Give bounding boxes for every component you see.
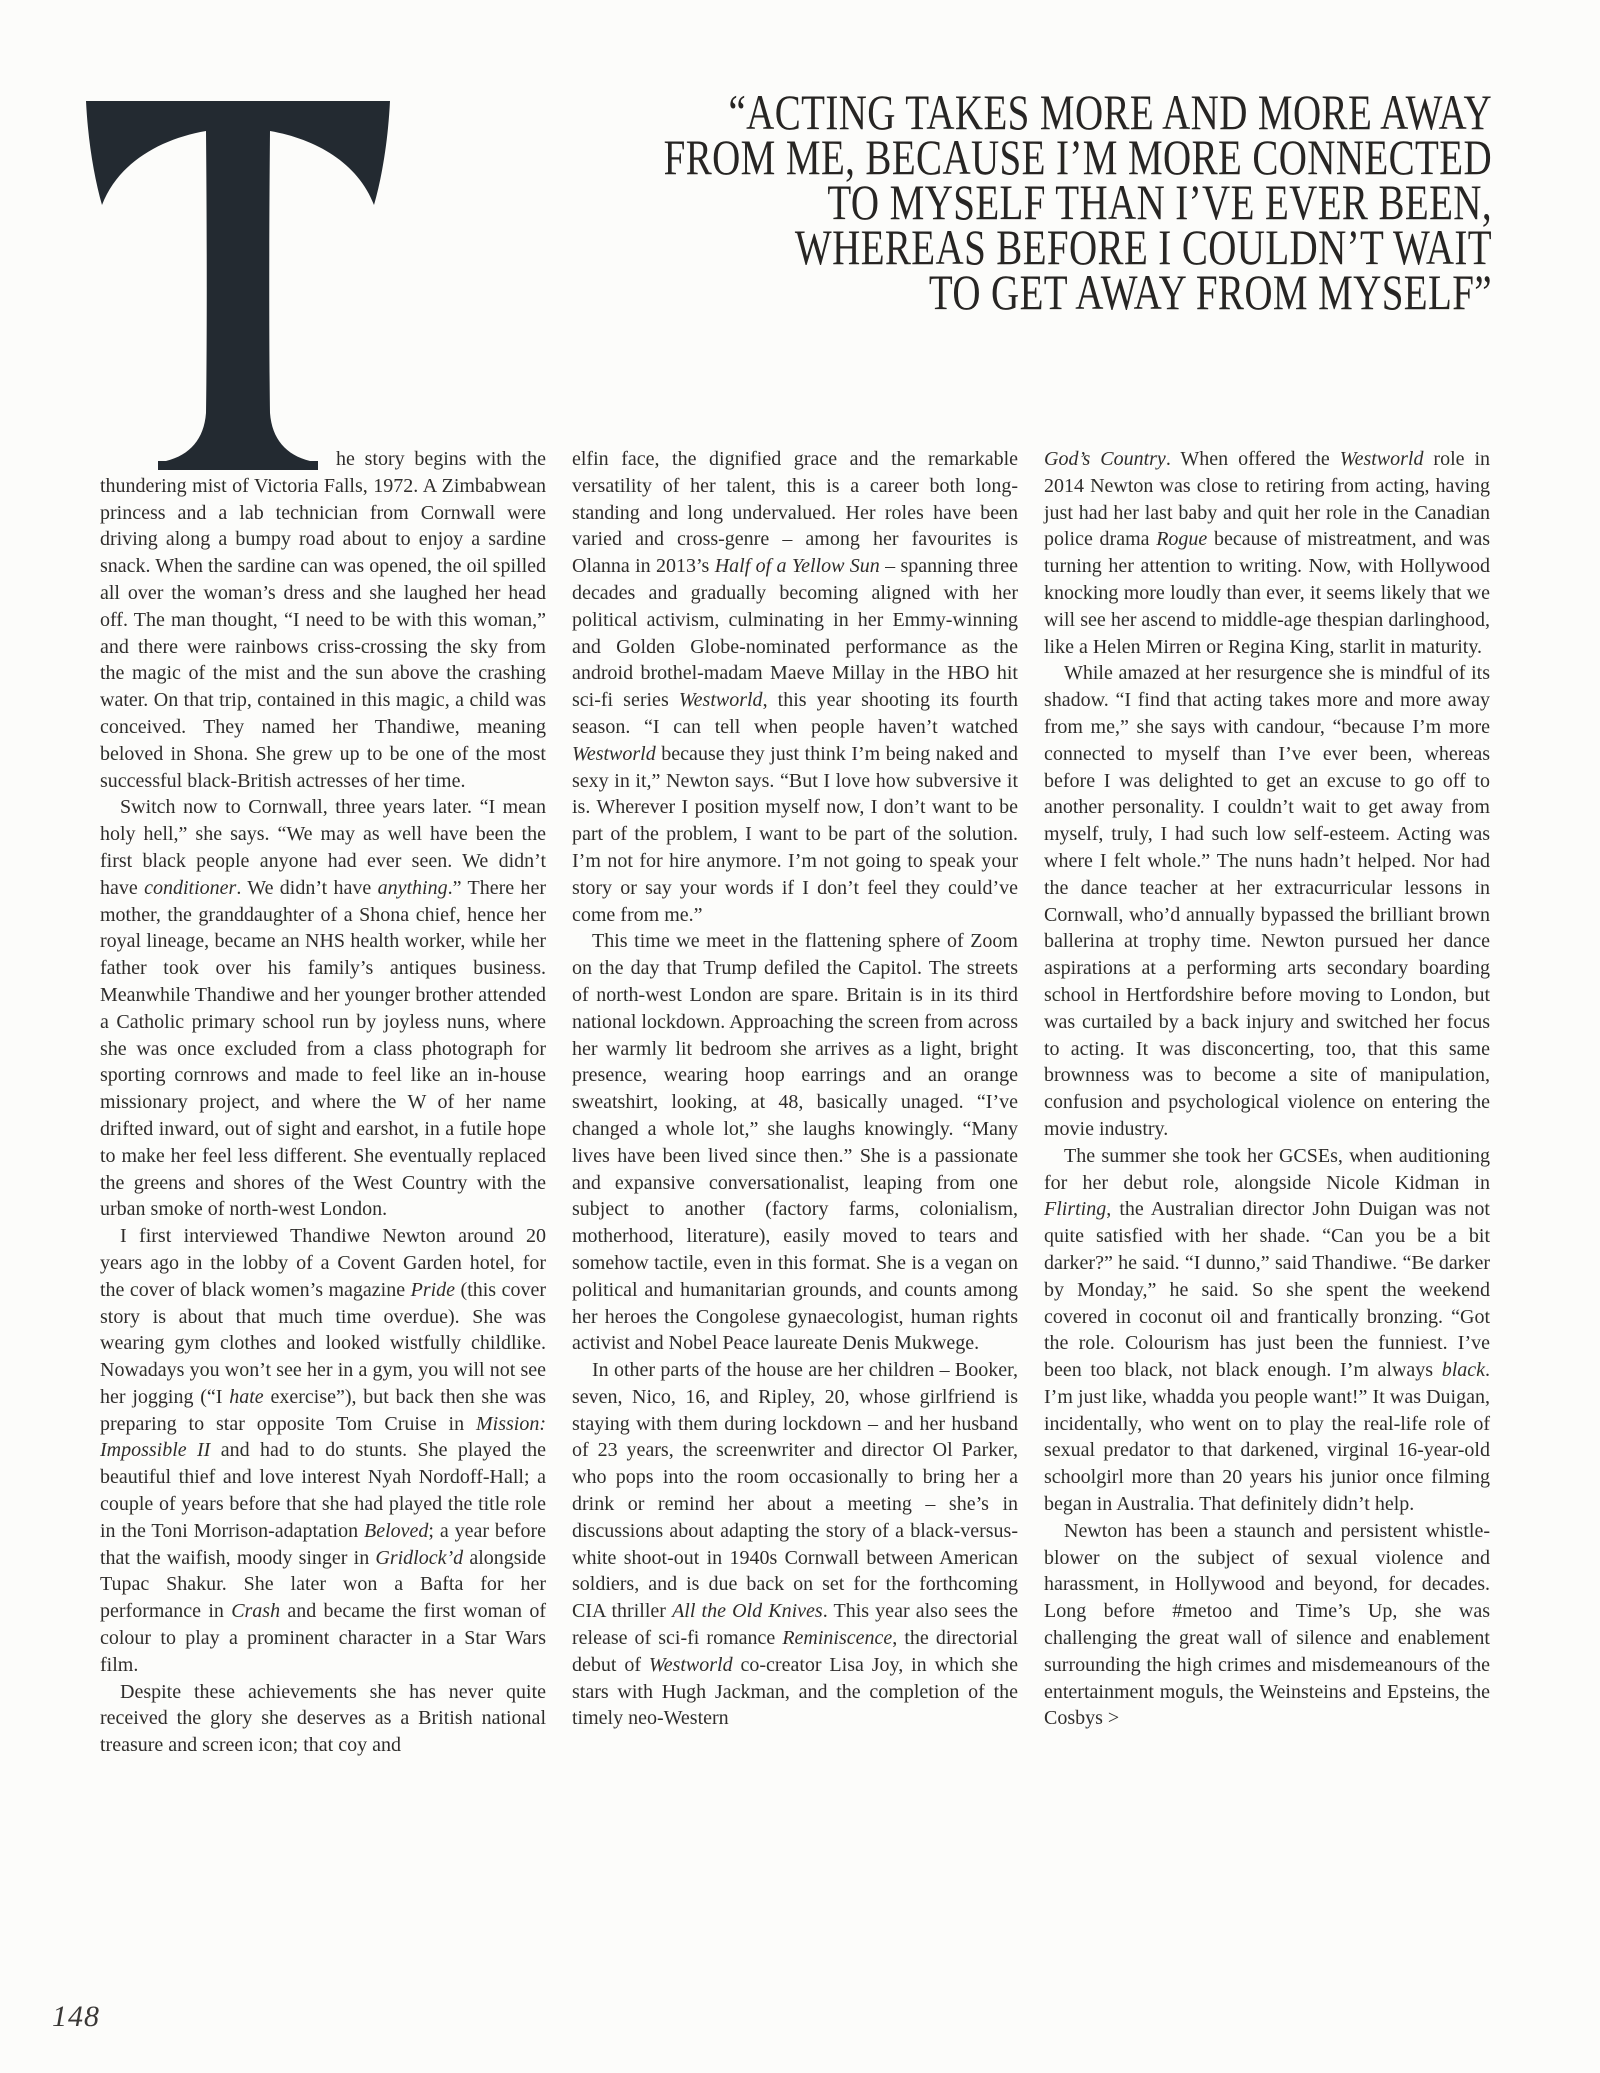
body-paragraph <box>100 794 546 1223</box>
italic-text-run: hate <box>229 1385 264 1408</box>
text-run: , the Australian director John Duigan was not quite satisfied with her shade. “Can you be a bit darker?” he said. “I dunno,” said Thandiwe. “Be darker by Monday,” he said. So she spent the weekend covered in coconut oil and frantically bronzing. “Got the role. Colourism has just been the funniest. I’ve been too black, not black enough. I’m always <box>1044 1198 1490 1382</box>
italic-text-run: Half of a Yellow Sun <box>714 555 880 578</box>
text-run: . When offered the <box>1165 448 1340 470</box>
text-run: , the directorial debut of <box>572 1627 1018 1676</box>
italic-text-run: anything <box>377 876 448 899</box>
page-number: 148 <box>52 2000 100 2033</box>
text-run: – spanning three decades and gradually becoming aligned with her political activism, culminating in her Emmy-winning and Golden Globe-nominated performance as the android brothel-madam Maeve Millay in the HBO hit sci-fi series <box>572 555 1019 712</box>
text-run: . We didn’t have <box>236 876 378 899</box>
italic-text-run: Beloved <box>363 1519 429 1542</box>
body-paragraph <box>1044 660 1490 1142</box>
italic-text-run: Rogue <box>1156 528 1208 551</box>
text-run: The summer she took her GCSEs, when auditioning for her debut role, alongside Nicole Kidman in <box>1044 1144 1490 1194</box>
text-run: . I’m just like, whadda you people want!” It was Duigan, incidentally, who went on to play the real-life role of sexual predator to that darkened, virginal 16-year-old schoolgirl more than 20 years his junior once filming began in Australia. That definitely didn’t help. <box>1044 1359 1490 1516</box>
text-run: . This year also sees the release of sci-fi romance <box>572 1600 1019 1650</box>
text-run: co-creator Lisa Joy, in which she stars with Hugh Jackman, and the completion of the timely neo-Western <box>572 1653 1018 1730</box>
letter-T-glyph <box>78 97 398 477</box>
italic-text-run: Westworld <box>648 1653 733 1676</box>
text-run: .” There her mother, the granddaughter of a Shona chief, hence her royal lineage, became an NHS health worker, while her father took over his family’s antiques business. Meanwhile Thandiwe and her younger brother attended a Catholic primary school run by joyless nuns, where she was once excluded from a class photograph for sporting cornrows and made to feel like an in-house missionary project, and where the W of her name drifted inward, out of sight and earshot, in a futile hope to make her feel less different. She eventually replaced the greens and shores of the West Country with the urban smoke of north-west London. <box>100 876 546 1221</box>
italic-text-run: Westworld <box>572 742 656 765</box>
article-column-2 <box>572 446 1018 1759</box>
text-run: , this year shooting its fourth season. “I can tell when people haven’t watched <box>572 689 1019 738</box>
text-run: I first interviewed Thandiwe Newton around 20 years ago in the lobby of a Covent Garden hotel, for the cover of black women’s magazine <box>100 1225 546 1301</box>
text-run: (this cover story is about that much time overdue). She was wearing gym clothes and looked wistfully childlike. Nowadays you won’t see her in a gym, you will not see her jogging (“I <box>100 1278 546 1408</box>
italic-text-run: conditioner <box>144 876 237 899</box>
body-paragraph <box>1044 1518 1490 1732</box>
text-run: elfin face, the dignified grace and the remarkable versatility of her talent, this is a career both long-standing and long undervalued. Her roles have been varied and cross-genre – among her favourites is Olanna in 2013’s <box>572 448 1018 578</box>
italic-text-run: Westworld <box>678 689 763 712</box>
italic-text-run: Flirting <box>1044 1198 1107 1221</box>
text-run: Despite these achievements she has never quite received the glory she deserves as a British national treasure and screen icon; that coy and <box>100 1680 546 1757</box>
body-paragraph <box>100 1679 546 1759</box>
text-run: because they just think I’m being naked and sexy in it,” Newton says. “But I love how subversive it is. Wherever I position myself now, I don’t want to be part of the problem, I want to be part of the solution. I’m not for hire anymore. I’m not going to speak your story or say your words if I don’t feel they could’ve come from me.” <box>572 742 1018 926</box>
body-paragraph <box>100 1223 546 1679</box>
italic-text-run: black <box>1441 1359 1485 1382</box>
text-run: Newton has been a staunch and persistent whistle-blower on the subject of sexual violence and harassment, in Hollywood and beyond, for decades. Long before #metoo and Time’s Up, she was challenging the great wall of silence and enablement surrounding the high crimes and misdemeanours of the entertainment moguls, the Weinsteins and Epsteins, the Cosbys > <box>1044 1519 1490 1730</box>
text-run: and had to do stunts. She played the beautiful thief and love interest Nyah Nordoff-Hall; a couple of years before that she had played the title role in the Toni Morrison-adaptation <box>100 1439 547 1542</box>
text-run: exercise”), but back then she was preparing to star opposite Tom Cruise in <box>100 1385 546 1435</box>
article-body <box>100 446 1490 1759</box>
pull-quote-line: WHEREAS BEFORE I COULDN’T WAIT <box>794 219 1492 275</box>
text-run: In other parts of the house are her children – Booker, seven, Nico, 16, and Ripley, 20, whose girlfriend is staying with them during lockdown – and her husband of 23 years, the screenwriter and director Ol Parker, who pops into the room occasionally to bring her a drink or remind her about a meeting – she’s in discussions about adapting the story of a black-versus-white shoot-out in 1940s Cornwall between American soldiers, and is due back on set for the forthcoming CIA thriller <box>572 1359 1018 1623</box>
italic-text-run: Mission: Impossible II <box>100 1412 546 1462</box>
italic-text-run: Pride <box>410 1278 456 1301</box>
italic-text-run: Crash <box>231 1600 281 1623</box>
body-paragraph <box>1044 1143 1490 1518</box>
pull-quote-line: TO GET AWAY FROM MYSELF” <box>928 264 1492 320</box>
article-column-3 <box>1044 446 1490 1759</box>
italic-text-run: Gridlock’d <box>375 1546 464 1569</box>
text-run: and became the first woman of colour to play a prominent character in a Star Wars film. <box>100 1600 546 1676</box>
text-run: role in 2014 Newton was close to retiring from acting, having just had her last baby and quit her role in the Canadian police drama <box>1044 448 1491 551</box>
italic-text-run: God’s Country <box>1044 448 1166 470</box>
pull-quote-line: “ACTING TAKES MORE AND MORE AWAY <box>728 84 1492 140</box>
text-run: alongside Tupac Shakur. She later won a Bafta for her performance in <box>100 1546 546 1623</box>
text-run: Switch now to Cornwall, three years later. “I mean holy hell,” she says. “We may as well have been the first black people anyone had ever seen. We didn’t have <box>100 796 546 899</box>
body-paragraph <box>572 446 1018 928</box>
body-paragraph <box>100 446 546 794</box>
text-run: While amazed at her resurgence she is mindful of its shadow. “I find that acting takes more and more away from me,” she says with candour, “because I’m more connected to myself than I’ve ever been, whereas before I was delighted to get an excuse to go off to another personality. I couldn’t wait to get away from myself, truly, I had such low self-esteem. Acting was where I felt whole.” The nuns hadn’t helped. Nor had the dance teacher at her extracurricular lessons in Cornwall, who’d annually bypassed the brilliant brown ballerina at trophy time. Newton pursued her dance aspirations at a performing arts secondary boarding school in Hertfordshire before moving to London, but was curtailed by a back injury and switched her focus to acting. It was disconcerting, too, that this same brownness was to become a site of manipulation, confusion and psychological violence on entering the movie industry. <box>1044 662 1490 1140</box>
italic-text-run: All the Old Knives <box>672 1600 823 1623</box>
italic-text-run: Westworld <box>1339 448 1424 470</box>
text-run: This time we meet in the flattening sphere of Zoom on the day that Trump defiled the Capitol. The streets of north-west London are spare. Britain is in its third national lockdown. Approaching the screen from across her warmly lit bedroom she arrives as a light, bright presence, wearing hoop earrings and an orange sweatshirt, looking, at 48, basically unaged. “I’ve changed a whole lot,” she laughs knowingly. “Many lives have been lived since then.” She is a passionate and expansive conversationalist, leaping from one subject to another (factory farms, colonialism, motherhood, literature), easily moved to tears and somehow tactile, even in this format. She is a vegan on political and humanitarian grounds, and counts among her heroes the Congolese gynaecologist, human rights activist and Nobel Peace laureate Denis Mukwege. <box>572 930 1018 1355</box>
body-paragraph <box>572 928 1018 1357</box>
text-run: he story begins with the thundering mist of Victoria Falls, 1972. A Zimbabwean princess and a lab technician from Cornwall were driving along a bumpy road about to enjoy a sardine snack. When the sardine can was opened, the oil spilled all over the woman’s dress and she laughed her head off. The man thought, “I need to be with this woman,” and there were rainbows criss-crossing the sky from the magic of the mist and the sun above the crashing water. On that trip, contained in this magic, a child was conceived. They named her Thandiwe, meaning beloved in Shona. She grew up to be one of the most successful black-British actresses of her time. <box>100 448 546 792</box>
body-paragraph <box>1044 446 1490 660</box>
italic-text-run: Reminiscence <box>782 1627 893 1650</box>
text-run: ; a year before that the waifish, moody singer in <box>100 1519 546 1569</box>
article-column-1 <box>100 446 546 1759</box>
drop-cap <box>78 97 398 477</box>
body-paragraph <box>572 1357 1018 1732</box>
pull-quote-line: TO MYSELF THAN I’VE EVER BEEN, <box>827 174 1492 230</box>
pull-quote <box>548 84 1492 320</box>
pull-quote-line: FROM ME, BECAUSE I’M MORE CONNECTED <box>663 129 1492 185</box>
text-run: because of mistreatment, and was turning her attention to writing. Now, with Hollywood knocking more loudly than ever, it seems likely that we will see her ascend to middle-age thespian darlinghood, like a Helen Mirren or Regina King, starlit in maturity. <box>1044 528 1490 658</box>
